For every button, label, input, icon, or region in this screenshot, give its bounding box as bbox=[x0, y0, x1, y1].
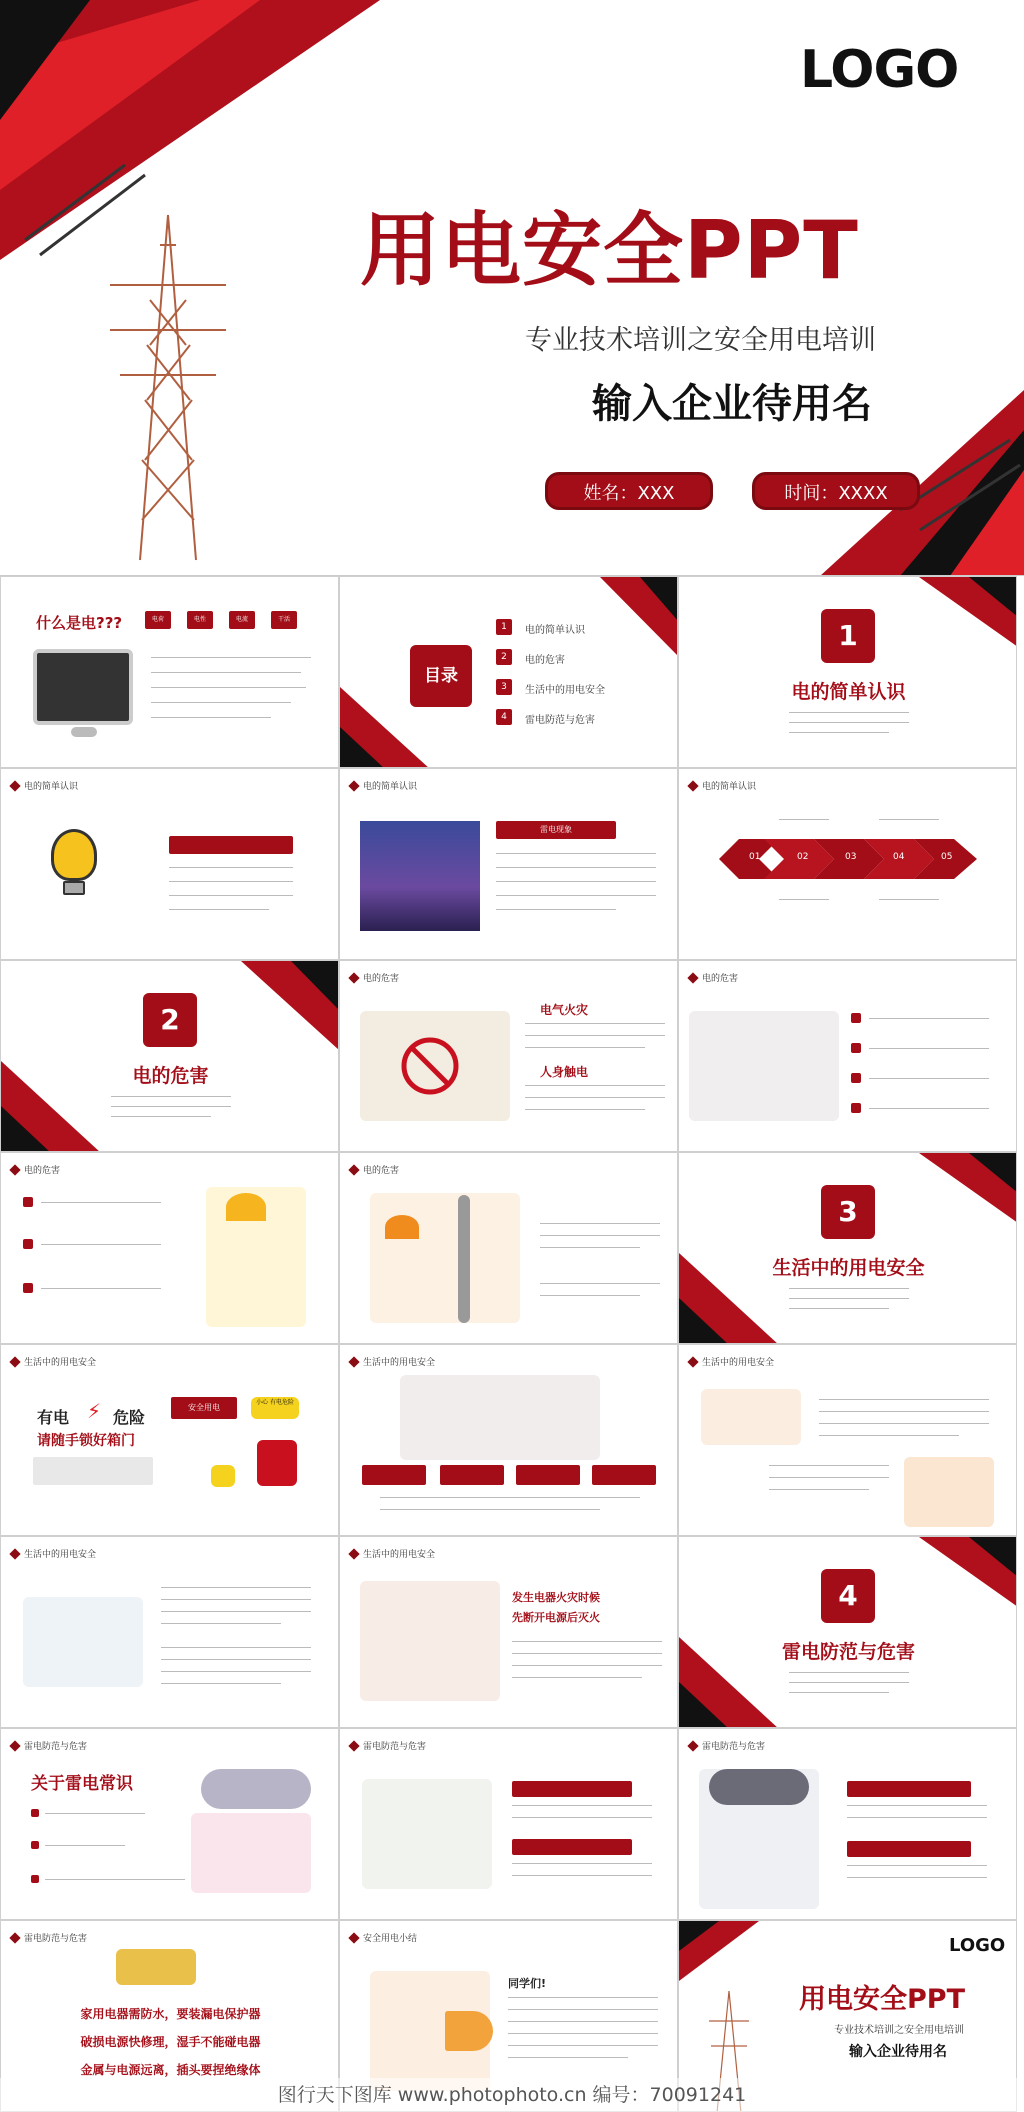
slide-thumb-9[interactable] bbox=[678, 960, 1017, 1152]
summary-greeting: 同学们! bbox=[508, 1977, 547, 1990]
tag-1: 电性 bbox=[187, 611, 213, 629]
kite-powerline-illustration bbox=[23, 1597, 143, 1687]
lightbulb-icon bbox=[51, 829, 97, 881]
toc-item-4[interactable]: 雷电防范与危害 bbox=[525, 715, 595, 726]
slide-header: 生活中的用电安全 bbox=[24, 1358, 97, 1368]
step-4: 04 bbox=[893, 852, 905, 862]
electrocution-title: 人身触电 bbox=[540, 1065, 589, 1079]
toc-num-4: 4 bbox=[496, 709, 512, 725]
slide-header: 电的简单认识 bbox=[702, 782, 757, 792]
slide-thumb-18[interactable] bbox=[678, 1536, 1017, 1728]
label-2 bbox=[440, 1465, 504, 1485]
lightning-city-photo bbox=[360, 821, 480, 931]
slide-header: 生活中的用电安全 bbox=[702, 1358, 775, 1368]
cover-slide[interactable] bbox=[0, 0, 1024, 576]
fire-scene-illustration bbox=[360, 1581, 500, 1701]
definition-tag bbox=[169, 836, 293, 854]
slide-thumb-11[interactable] bbox=[339, 1152, 678, 1344]
section-tag: 雷电现象 bbox=[496, 821, 616, 839]
award-badge-icon bbox=[116, 1949, 196, 1985]
slide-thumb-12[interactable] bbox=[678, 1152, 1017, 1344]
toc-item-2[interactable]: 电的危害 bbox=[525, 655, 565, 666]
megaphone-icon bbox=[445, 2011, 493, 2051]
closing-title: 用电安全PPT bbox=[799, 1984, 965, 2015]
warning-text-1: 有电 bbox=[37, 1408, 70, 1427]
overloaded-socket-illustration bbox=[689, 1011, 839, 1121]
lightning-facts-title: 关于雷电常识 bbox=[31, 1774, 133, 1794]
logo-text: LOGO bbox=[800, 40, 959, 100]
watermark-bar: 图行天下图库 www.photophoto.cn 编号：70091241 bbox=[0, 2078, 1024, 2112]
label-4 bbox=[592, 1465, 656, 1485]
slide-thumb-16[interactable] bbox=[0, 1536, 339, 1728]
helmet-icon bbox=[226, 1193, 266, 1221]
worker-helmet-icon bbox=[385, 1215, 419, 1239]
slide-thumb-4[interactable] bbox=[0, 768, 339, 960]
lightning-icon: ⚡ bbox=[87, 1399, 102, 1423]
slide-thumbnail-grid bbox=[0, 576, 1024, 2112]
corner-decoration bbox=[679, 577, 1017, 768]
tag-2: 电流 bbox=[229, 611, 255, 629]
section-number: 4 bbox=[821, 1569, 875, 1623]
corner-decoration bbox=[340, 577, 678, 768]
slide-header: 电的危害 bbox=[363, 974, 400, 984]
high-voltage-sign bbox=[257, 1440, 297, 1486]
section-number: 1 bbox=[821, 609, 875, 663]
tip-line-2: 破损电源快修理，湿手不能碰电器 bbox=[80, 2035, 261, 2049]
cover-title: 用电安全PPT bbox=[360, 204, 859, 297]
toc-num-3: 3 bbox=[496, 679, 512, 695]
children-indoor-illustration bbox=[362, 1779, 492, 1889]
safe-electricity-sign: 安全用电 bbox=[171, 1397, 237, 1419]
slide-thumb-1[interactable] bbox=[0, 576, 339, 768]
hazard-sign-row bbox=[33, 1457, 153, 1485]
toc-item-1[interactable]: 电的简单认识 bbox=[525, 625, 585, 636]
lightning-warning-illustration bbox=[191, 1813, 311, 1893]
fire-advice-line-1: 发生电器火灾时候 bbox=[512, 1591, 600, 1604]
slide-thumb-17[interactable] bbox=[339, 1536, 678, 1728]
corner-decoration bbox=[1, 961, 339, 1152]
step-3: 03 bbox=[845, 852, 857, 862]
slide-thumb-21[interactable] bbox=[678, 1728, 1017, 1920]
slide-header: 生活中的用电安全 bbox=[363, 1358, 436, 1368]
prohibited-icon bbox=[400, 1036, 460, 1096]
slide-header: 安全用电小结 bbox=[363, 1934, 418, 1944]
warning-text-2: 危险 bbox=[113, 1408, 146, 1427]
section-number: 3 bbox=[821, 1185, 875, 1239]
slide-header: 雷电防范与危害 bbox=[702, 1742, 766, 1752]
company-name: 输入企业待用名 bbox=[592, 381, 872, 427]
section-title: 电的危害 bbox=[132, 1065, 209, 1087]
monitor-illustration bbox=[33, 649, 133, 725]
time-pill: 时间：XXXX bbox=[752, 472, 920, 510]
label-1 bbox=[362, 1465, 426, 1485]
slide-thumb-20[interactable] bbox=[339, 1728, 678, 1920]
power-strip-illustration bbox=[400, 1375, 600, 1460]
slide-thumb-14[interactable] bbox=[339, 1344, 678, 1536]
logo-text: LOGO bbox=[949, 1935, 1006, 1956]
slide-header: 电的简单认识 bbox=[363, 782, 418, 792]
step-1: 01 bbox=[749, 852, 761, 862]
closing-subtitle: 专业技术培训之安全用电培训 bbox=[834, 2025, 964, 2036]
family-illustration bbox=[701, 1389, 801, 1445]
slide-header: 电的危害 bbox=[363, 1166, 400, 1176]
corner-decoration bbox=[679, 1537, 1017, 1728]
monitor-stand bbox=[71, 727, 97, 737]
section-number: 2 bbox=[143, 993, 197, 1047]
toc-box: 目录 bbox=[410, 645, 472, 707]
slide-header: 电的危害 bbox=[702, 974, 739, 984]
section-title: 雷电防范与危害 bbox=[781, 1641, 915, 1663]
closing-company: 输入企业待用名 bbox=[849, 2044, 947, 2060]
slide-thumb-7[interactable] bbox=[0, 960, 339, 1152]
slide-header: 电的简单认识 bbox=[24, 782, 79, 792]
slide-thumb-19[interactable] bbox=[0, 1728, 339, 1920]
electrician-pole-illustration bbox=[370, 1193, 520, 1323]
step-2: 02 bbox=[797, 852, 809, 862]
toc-num-2: 2 bbox=[496, 649, 512, 665]
dark-cloud-icon bbox=[709, 1769, 809, 1805]
slide-thumb-10[interactable] bbox=[0, 1152, 339, 1344]
slide-header: 雷电防范与危害 bbox=[24, 1742, 88, 1752]
slide-thumb-5[interactable] bbox=[339, 768, 678, 960]
slide-thumb-6[interactable] bbox=[678, 768, 1017, 960]
slide-thumb-2[interactable] bbox=[339, 576, 678, 768]
slide-header: 生活中的用电安全 bbox=[24, 1550, 97, 1560]
warning-triangle-icon bbox=[211, 1465, 235, 1487]
section-title: 生活中的用电安全 bbox=[772, 1257, 925, 1279]
name-pill: 姓名：XXX bbox=[545, 472, 713, 510]
tip-line-1: 家用电器需防水，要装漏电保护器 bbox=[80, 2007, 261, 2021]
storm-cloud-illustration bbox=[201, 1769, 311, 1809]
tip-line-3: 金属与电源远离，插头要捏绝缘体 bbox=[80, 2063, 261, 2077]
danger-sign: 小心 有电危险 bbox=[251, 1397, 299, 1419]
slide-thumb-8[interactable] bbox=[339, 960, 678, 1152]
slide-header: 电的危害 bbox=[24, 1166, 61, 1176]
slide-thumb-3[interactable] bbox=[678, 576, 1017, 768]
slide-thumb-15[interactable] bbox=[678, 1344, 1017, 1536]
slide-thumb-13[interactable] bbox=[0, 1344, 339, 1536]
fire-advice-line-2: 先断开电源后灭火 bbox=[512, 1611, 600, 1624]
tag-3: 干活 bbox=[271, 611, 297, 629]
power-tower-illustration bbox=[110, 215, 226, 560]
lock-box-warning: 请随手锁好箱门 bbox=[37, 1433, 135, 1449]
slide-header: 生活中的用电安全 bbox=[363, 1550, 436, 1560]
electric-fire-title: 电气火灾 bbox=[540, 1003, 589, 1017]
toc-num-1: 1 bbox=[496, 619, 512, 635]
slide-header: 雷电防范与危害 bbox=[363, 1742, 427, 1752]
tag-0: 电荷 bbox=[145, 611, 171, 629]
step-5: 05 bbox=[941, 852, 953, 862]
crying-child-illustration bbox=[904, 1457, 994, 1527]
slide-title: 什么是电??? bbox=[36, 614, 123, 632]
utility-pole bbox=[458, 1195, 470, 1323]
toc-item-3[interactable]: 生活中的用电安全 bbox=[525, 685, 605, 696]
cover-subtitle: 专业技术培训之安全用电培训 bbox=[525, 325, 876, 356]
label-3 bbox=[516, 1465, 580, 1485]
slide-header: 雷电防范与危害 bbox=[24, 1934, 88, 1944]
section-title: 电的简单认识 bbox=[791, 681, 906, 703]
corner-decoration bbox=[679, 1153, 1017, 1344]
